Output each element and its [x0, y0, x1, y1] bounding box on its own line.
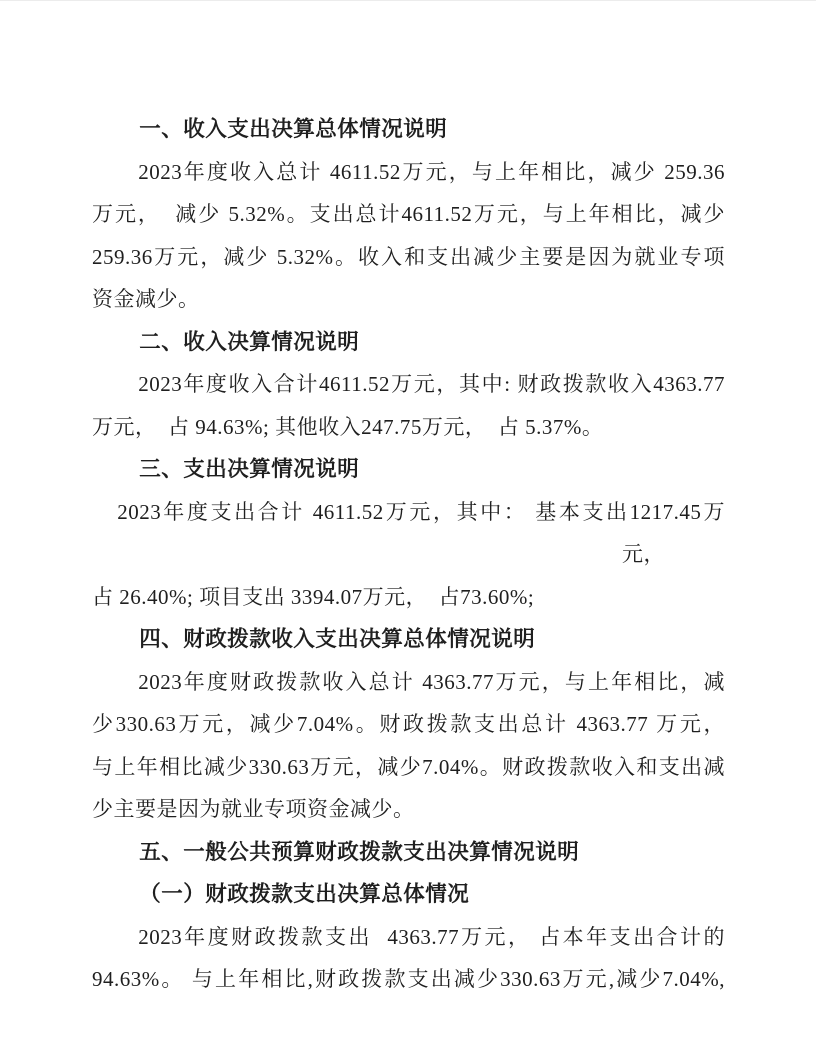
document-content: [92, 108, 725, 1001]
section-4-line-3: 与上年相比减少330.63万元，减少7.04%。财政拨款收入和支出减: [92, 754, 725, 779]
section-5-heading: 五、一般公共预算财政拨款支出决算情况说明: [139, 839, 580, 864]
section-2-heading: 二、收入决算情况说明: [139, 329, 360, 354]
section-1-line-2: 万元， 减少 5.32%。支出总计4611.52万元，与上年相比，减少: [92, 202, 725, 226]
section-4-heading: 四、财政拨款收入支出决算总体情况说明: [139, 627, 536, 651]
section-1-line-1: 2023年度收入总计 4611.52万元，与上年相比，减少 259.36: [138, 159, 725, 184]
section-3-line-3: 占 26.40%; 项目支出 3394.07万元， 占73.60%;: [92, 584, 535, 609]
section-4-line-1: 2023年度财政拨款收入总计 4363.77万元，与上年相比，减: [138, 669, 725, 694]
section-3-line-2: 元，: [622, 542, 665, 566]
section-5-line-2: 94.63%。 与上年相比,财政拨款支出减少330.63万元,减少7.04%,: [92, 967, 725, 991]
section-1-line-3: 259.36万元，减少 5.32%。收入和支出减少主要是因为就业专项: [92, 244, 725, 269]
section-1-line-4: 资金减少。: [92, 287, 200, 311]
section-3-line-1: 2023年度支出合计 4611.52万元，其中： 基本支出1217.45万: [117, 499, 725, 524]
section-4-line-2: 少330.63万元，减少7.04%。财政拨款支出总计 4363.77 万元，: [92, 712, 725, 736]
section-4-line-4: 少主要是因为就业专项资金减少。: [92, 797, 415, 821]
section-2-line-2: 万元， 占 94.63%; 其他收入247.75万元， 占 5.37%。: [92, 414, 604, 439]
section-5-line-1: 2023年度财政拨款支出 4363.77万元， 占本年支出合计的: [138, 924, 725, 949]
section-1-heading: 一、收入支出决算总体情况说明: [139, 117, 448, 141]
section-3-heading: 三、支出决算情况说明: [139, 457, 360, 481]
section-2-line-1: 2023年度收入合计4611.52万元，其中: 财政拨款收入4363.77: [138, 372, 725, 396]
section-5-subheading: （一）财政拨款支出决算总体情况: [139, 882, 470, 906]
